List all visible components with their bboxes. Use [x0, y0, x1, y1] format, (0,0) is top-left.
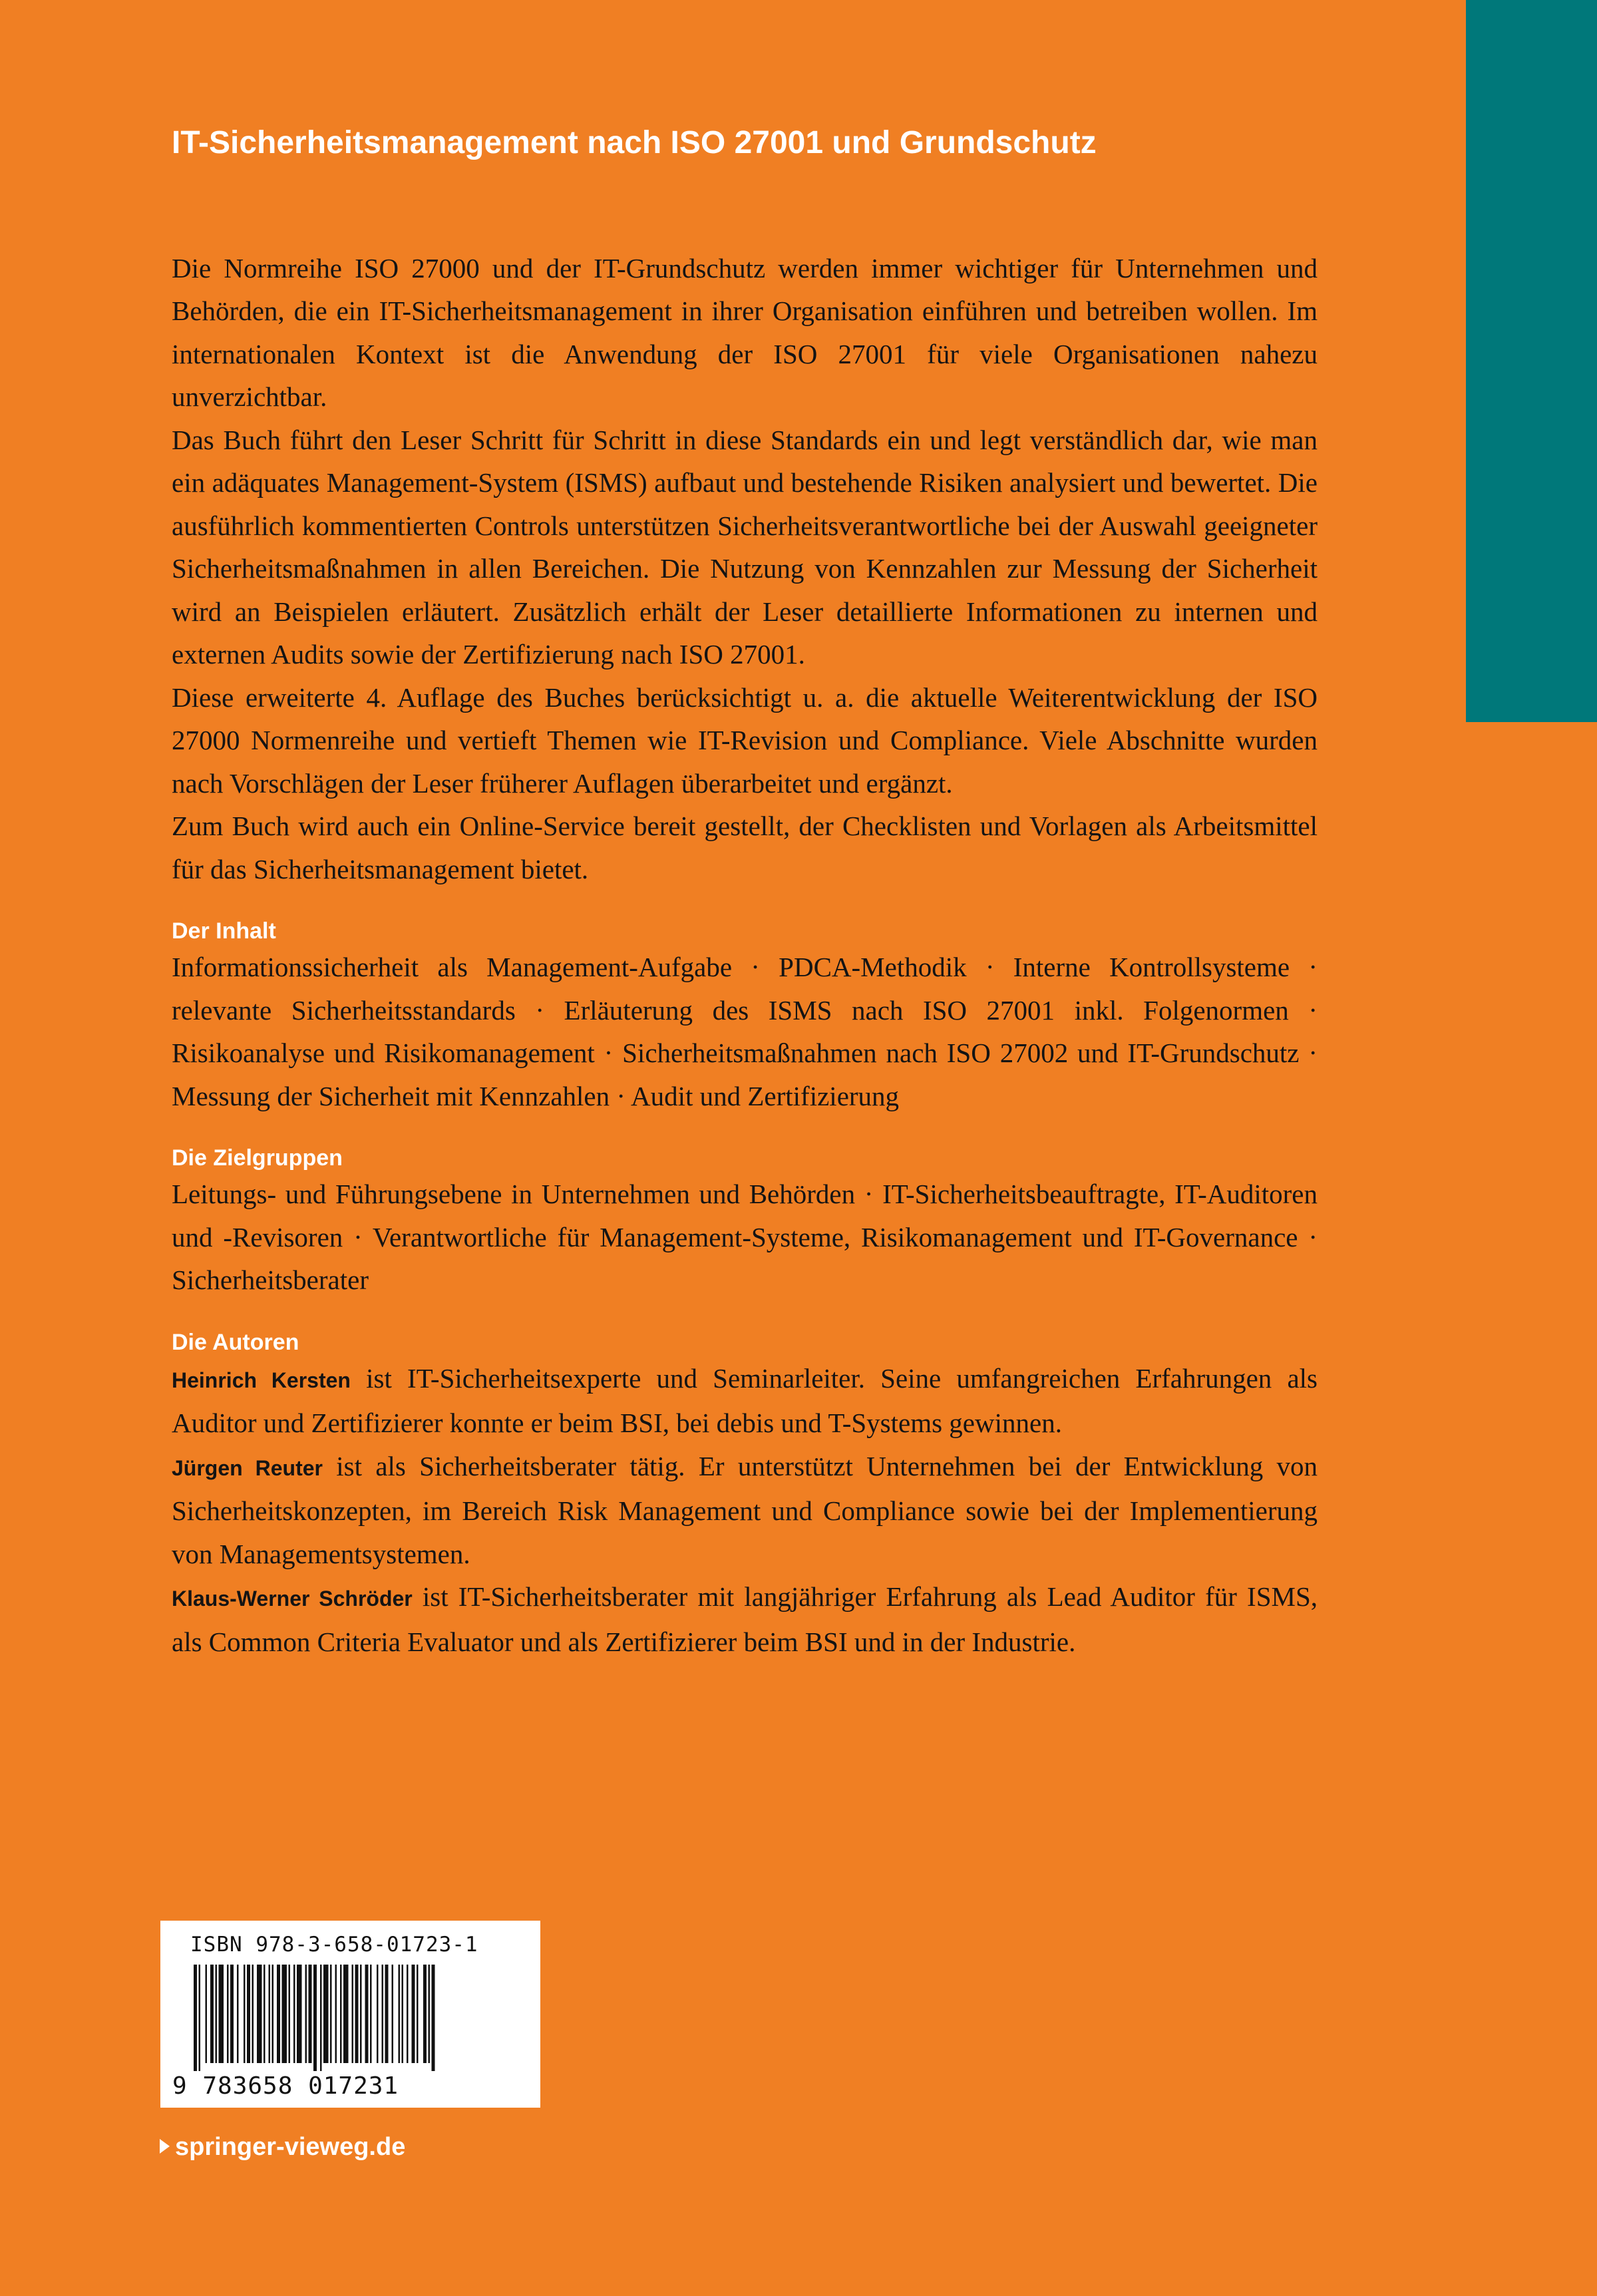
- section-heading-autoren: Die Autoren: [172, 1329, 299, 1355]
- accent-bar: [1466, 0, 1597, 722]
- barcode-bar: [407, 1965, 409, 2063]
- intro-paragraph: Diese erweiterte 4. Auflage des Buches berücksichtigt u. a. die aktuelle Weiterentwicklung der ISO 27000 Normenreihe und vertieft Themen wie IT-Revision und Compliance. Viele Abschnitte wurden nach Vorschlägen der Leser früherer Auflagen überarbeitet und ergänzt.: [172, 681, 1318, 799]
- intro-paragraph: Die Normreihe ISO 27000 und der IT-Grundschutz werden immer wichtiger für Unternehmen und Behörden, die ein IT-Sicherheitsmanagement in ihrer Organisation einführen und betreiben wollen. Im internationalen Kontext ist die Anwendung der ISO 27001 für viele Organisationen nahezu unverzichtbar.: [172, 252, 1318, 413]
- barcode-bar: [432, 1965, 435, 2071]
- author-bio: ist IT-Sicherheitsberater mit langjähriger Erfahrung als Lead Auditor für ISMS, als Common Criteria Evaluator und als Zertifizierer beim BSI und in der Industrie.: [172, 1581, 1318, 1657]
- author-bio: ist als Sicherheitsberater tätig. Er unterstützt Unternehmen bei der Entwicklung von Sicherheitskonzepten, im Bereich Risk Management und Compliance sowie bei der Implementierung von Managementsystemen.: [172, 1450, 1318, 1569]
- publisher-website[interactable]: [160, 2133, 405, 2162]
- barcode-bar: [385, 1965, 389, 2063]
- barcode-bar: [289, 1965, 291, 2063]
- barcode-bar: [343, 1965, 349, 2063]
- barcode-bar: [392, 1965, 394, 2063]
- barcode-bar: [257, 1965, 262, 2063]
- barcode-bar: [293, 1965, 295, 2063]
- barcode-bar: [320, 1965, 322, 2071]
- barcode-bar: [399, 1965, 401, 2063]
- author-entry: [172, 1575, 1318, 1663]
- barcode-bar: [216, 1965, 218, 2063]
- isbn-label: ISBN 978-3-658-01723-1: [190, 1933, 478, 1957]
- barcode-bar: [282, 1965, 287, 2063]
- section-inhalt: [172, 916, 1318, 1117]
- author-entry: [172, 1445, 1318, 1576]
- barcode-bar: [377, 1965, 379, 2063]
- barcode-bar: [252, 1965, 254, 2063]
- barcode-bar: [382, 1965, 384, 2063]
- barcode-bar: [402, 1965, 404, 2063]
- section-text-zielgruppen: Leitungs- und Führungsebene in Unternehmen und Behörden · IT-Sicherheitsbeauftragte, IT-Auditoren und -Revisoren · Verantwortliche für Management-Systeme, Risikomanagement und IT-Governance · Sicherheitsberater: [172, 1179, 1318, 1296]
- author-entry: [172, 1357, 1318, 1445]
- barcode-bar: [194, 1965, 197, 2071]
- section-autoren: [172, 1328, 1318, 1664]
- barcode-bar: [269, 1965, 271, 2063]
- intro-text: [172, 247, 1318, 891]
- section-text-inhalt: Informationssicherheit als Management-Aufgabe · PDCA-Methodik · Interne Kontrollsysteme · relevante Sicherheitsstandards · Erläuterung des ISMS nach ISO 27001 inkl. Folgenormen · Risikoanalyse und Risikomanagement · Sicherheitsmaßnahmen nach ISO 27002 und IT-Grundschutz · Messung der Sicherheit mit Kennzahlen · Audit und Zertifizierung: [172, 952, 1318, 1111]
- book-title: IT-Sicherheitsmanagement nach ISO 27001 und Grundschutz: [172, 125, 1097, 160]
- barcode-bar: [219, 1965, 224, 2063]
- barcode-bar: [227, 1965, 229, 2063]
- barcode-bar: [365, 1965, 369, 2063]
- barcode-bar: [199, 1965, 201, 2071]
- barcode-bar: [244, 1965, 246, 2063]
- barcode-bar: [370, 1965, 372, 2063]
- cover-content: [172, 124, 1318, 1663]
- barcode-bar: [272, 1965, 274, 2063]
- section-heading-inhalt: Der Inhalt: [172, 918, 276, 944]
- author-name: Klaus-Werner Schröder: [172, 1587, 413, 1611]
- section-zielgruppen: [172, 1143, 1318, 1302]
- barcode-digits: 9 783658 017231: [172, 2072, 399, 2100]
- barcode-bar: [297, 1965, 302, 2063]
- author-name: Jürgen Reuter: [172, 1455, 323, 1480]
- section-heading-zielgruppen: Die Zielgruppen: [172, 1145, 343, 1171]
- barcode-bar: [206, 1965, 208, 2063]
- barcode-bar: [277, 1965, 280, 2063]
- author-bio: ist IT-Sicherheitsexperte und Seminarleiter. Seine umfangreichen Erfahrungen als Auditor und Zertifizierer konnte er beim BSI, bei debis und T-Systems gewinnen.: [172, 1362, 1318, 1439]
- barcode-bar: [313, 1965, 317, 2071]
- author-name: Heinrich Kersten: [172, 1368, 351, 1392]
- barcode-bar: [247, 1965, 250, 2063]
- barcode-bar: [305, 1965, 307, 2063]
- barcode-bar: [264, 1965, 266, 2063]
- barcode-bar: [340, 1965, 342, 2063]
- barcode-bar: [309, 1965, 312, 2063]
- barcode-bar: [323, 1965, 329, 2063]
- barcode-bar: [423, 1965, 427, 2063]
- barcode-bar: [352, 1965, 354, 2063]
- barcode-bar: [237, 1965, 239, 2063]
- arrow-right-icon: [160, 2139, 170, 2154]
- intro-paragraph: Zum Buch wird auch ein Online-Service bereit gestellt, der Checklisten und Vorlagen als Arbeitsmittel für das Sicherheitsmanagement bietet.: [172, 811, 1318, 884]
- website-label: springer-vieweg.de: [175, 2133, 406, 2161]
- barcode-bar: [335, 1965, 337, 2063]
- barcode-bars: [194, 1965, 506, 2071]
- barcode-bar: [230, 1965, 234, 2063]
- barcode-bar: [429, 1965, 431, 2063]
- isbn-barcode: [160, 1921, 540, 2108]
- barcode-bar: [412, 1965, 415, 2063]
- barcode-bar: [417, 1965, 419, 2063]
- barcode-bar: [355, 1965, 359, 2063]
- barcode-bar: [360, 1965, 362, 2063]
- intro-paragraph: Das Buch führt den Leser Schritt für Schritt in diese Standards ein und legt verständlich dar, wie man ein adäquates Management-System (ISMS) aufbaut und bestehende Risiken analysiert und bewertet. Die ausführlich kommentierten Controls unterstützen Sicherheitsverantwortliche bei der Auswahl geeigneter Sicherheitsmaßnahmen in allen Bereichen. Die Nutzung von Kennzahlen zur Messung der Sicherheit wird an Beispielen erläutert. Zusätzlich erhält der Leser detaillierte Informationen zu internen und externen Audits sowie der Zertifizierung nach ISO 27001.: [172, 424, 1318, 670]
- barcode-bar: [210, 1965, 214, 2063]
- barcode-bar: [330, 1965, 332, 2063]
